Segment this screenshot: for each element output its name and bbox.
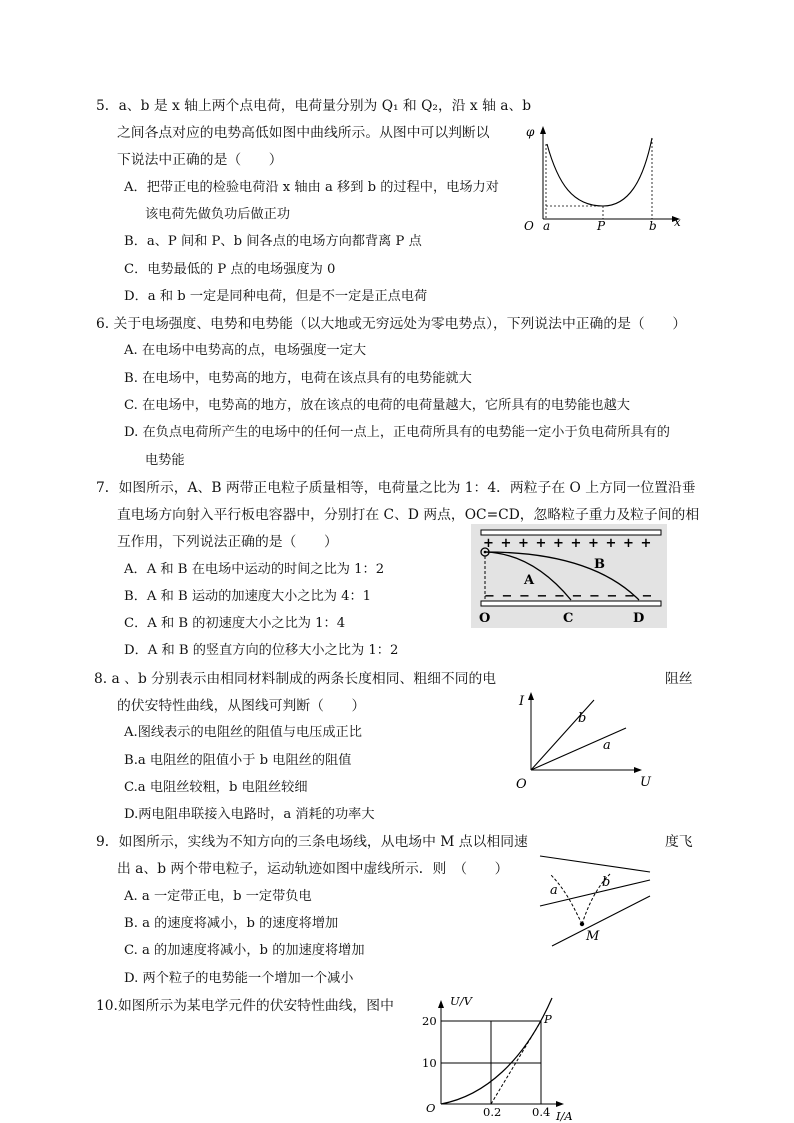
- q5-stem-line3: 下说法中正确的是（ ）: [117, 152, 283, 168]
- q9-stem-line1-end: 度飞: [665, 834, 693, 850]
- q8-current-axis-label: I: [519, 694, 525, 709]
- q7-trajectory-a-label: A: [524, 573, 535, 588]
- q9-option-c: C. a 的加速度将减小，b 的加速度将增加: [124, 943, 365, 958]
- q7-minus-sign: −: [484, 589, 495, 604]
- q5-x-label: x: [674, 215, 681, 229]
- q7-plus-sign: +: [623, 536, 634, 551]
- q5-b-label: b: [649, 219, 657, 233]
- q10-ui-figure: [414, 992, 594, 1122]
- q7-point-o-label: O: [479, 611, 491, 626]
- q8-option-b: B.a 电阻丝的阻值小于 b 电阻丝的阻值: [124, 753, 352, 768]
- q9-stem-line2: 出 a、b 两个带电粒子，运动轨迹如图中虚线所示．则 （ ）: [117, 861, 509, 877]
- q9-stem-line1: 9．如图所示，实线为不知方向的三条电场线，从电场中 M 点以相同速: [96, 834, 528, 850]
- q7-minus-sign: −: [554, 589, 565, 604]
- q10-y-tick-20: 20: [422, 1014, 437, 1028]
- q5-origin-label: O: [524, 219, 534, 233]
- q10-x-axis-label: I/A: [556, 1109, 573, 1123]
- q5-option-a-line2: 该电荷先做负功后做正功: [145, 207, 291, 222]
- q7-stem-line3: 互作用，下列说法正确的是（ ）: [117, 534, 338, 550]
- q5-option-c: C．电势最低的 P 点的电场强度为 0: [124, 262, 336, 277]
- q7-stem-line1: 7．如图所示，A、B 两带正电粒子质量相等，电荷量之比为 1：4．两粒子在 O 上方同一位置沿垂: [96, 480, 696, 496]
- q8-option-c: C.a 电阻丝较粗，b 电阻丝较细: [124, 780, 308, 795]
- q8-line-b-label: b: [578, 711, 587, 726]
- q6-stem: 6. 关于电场强度、电势和电势能（以大地或无穷远处为零电势点），下列说法中正确的是（ ）: [96, 316, 687, 332]
- q8-iu-figure: [508, 688, 658, 792]
- q5-option-b: B．a、P 间和 P、b 间各点的电场方向都背离 P 点: [124, 234, 422, 249]
- q7-minus-sign: −: [501, 589, 513, 604]
- q7-plus-sign: +: [605, 536, 617, 551]
- q8-line-a-label: a: [603, 738, 611, 753]
- q8-origin-label: O: [516, 777, 527, 792]
- q7-plus-sign: +: [588, 536, 599, 551]
- q6-option-a: A. 在电场中电势高的点，电场强度一定大: [124, 343, 367, 358]
- q7-option-d: D．A 和 B 的竖直方向的位移大小之比为 1：2: [124, 643, 399, 658]
- q7-minus-sign: −: [641, 589, 653, 604]
- q5-stem-line1: 5．a、b 是 x 轴上两个点电荷，电荷量分别为 Q₁ 和 Q₂，沿 x 轴 a、b: [96, 98, 532, 114]
- q7-minus-sign: −: [589, 589, 600, 604]
- q7-option-b: B．A 和 B 运动的加速度大小之比为 4：1: [124, 589, 372, 604]
- q7-point-c-label: C: [563, 611, 574, 626]
- q8-stem-line2: 的伏安特性曲线，从图线可判断（ ）: [117, 698, 366, 714]
- q7-minus-sign: −: [571, 589, 583, 604]
- q8-option-a: A.图线表示的电阻丝的阻值与电压成正比: [124, 725, 362, 740]
- q7-plus-sign: +: [570, 536, 582, 551]
- q9-field-lines-figure: [530, 850, 660, 950]
- q7-plus-sign: +: [518, 536, 529, 551]
- q10-y-axis-label: U/V: [450, 994, 472, 1008]
- q7-stem-line2: 直电场方向射入平行板电容器中，分别打在 C、D 两点，OC=CD，忽略粒子重力及粒子间的相: [117, 507, 700, 523]
- q5-potential-figure: [518, 122, 688, 237]
- q9-trajectory-b-label: b: [602, 875, 611, 890]
- q7-minus-sign: −: [606, 589, 618, 604]
- q8-stem-line1: 8. a 、b 分别表示由相同材料制成的两条长度相同、粗细不同的电: [94, 671, 497, 687]
- q8-voltage-axis-label: U: [640, 775, 651, 790]
- q9-option-b: B. a 的速度将减小，b 的速度将增加: [124, 916, 339, 931]
- q7-minus-sign: −: [624, 589, 635, 604]
- q7-plus-sign: +: [553, 536, 564, 551]
- q7-minus-sign: −: [536, 589, 548, 604]
- q7-plus-sign: +: [640, 536, 652, 551]
- q8-stem-line1-end: 阻丝: [665, 671, 693, 687]
- q7-capacitor-figure: [471, 524, 667, 628]
- q7-plus-sign: +: [500, 536, 512, 551]
- q5-phi-label: φ: [526, 125, 535, 139]
- q9-option-d: D. 两个粒子的电势能一个增加一个减小: [124, 971, 354, 986]
- q5-stem-line2: 之间各点对应的电势高低如图中曲线所示。从图中可以判断以: [117, 125, 490, 141]
- q5-p-label: P: [597, 219, 606, 233]
- q9-option-a: A. a 一定带正电，b 一定带负电: [124, 889, 312, 904]
- q10-y-tick-10: 10: [422, 1056, 437, 1070]
- q10-x-tick-0-2: 0.2: [483, 1105, 502, 1119]
- q5-option-d: D．a 和 b 一定是同种电荷，但是不一定是正点电荷: [124, 289, 428, 304]
- q9-trajectory-a-label: a: [550, 883, 558, 898]
- q9-point-m-label: M: [586, 929, 600, 944]
- q7-option-c: C．A 和 B 的初速度大小之比为 1：4: [124, 616, 346, 631]
- q7-point-d-label: D: [633, 611, 645, 626]
- q6-option-c: C. 在电场中，电势高的地方，放在该点的电荷的电荷量越大，它所具有的电势能也越大: [124, 398, 630, 413]
- q8-option-d: D.两电阻串联接入电路时，a 消耗的功率大: [124, 807, 375, 822]
- q10-point-p-label: P: [544, 1012, 552, 1026]
- q10-stem-line1: 10.如图所示为某电学元件的伏安特性曲线，图中: [96, 998, 394, 1014]
- q7-option-a: A．A 和 B 在电场中运动的时间之比为 1：2: [124, 562, 385, 577]
- q7-plus-sign: +: [483, 536, 494, 551]
- q6-option-b: B. 在电场中，电势高的地方，电荷在该点具有的电势能就大: [124, 371, 472, 386]
- q7-trajectory-b-label: B: [594, 557, 605, 572]
- q6-option-d-line2: 电势能: [145, 453, 185, 468]
- q10-origin-label: O: [426, 1101, 436, 1115]
- q10-x-tick-0-4: 0.4: [532, 1105, 551, 1119]
- q7-minus-sign: −: [519, 589, 530, 604]
- q6-option-d-line1: D. 在负点电荷所产生的电场中的任何一点上，正电荷所具有的电势能一定小于负电荷所具有的: [124, 425, 670, 440]
- q5-a-label: a: [543, 219, 551, 233]
- q5-option-a-line1: A．把带正电的检验电荷沿 x 轴由 a 移到 b 的过程中，电场力对: [124, 180, 499, 195]
- q7-plus-sign: +: [535, 536, 547, 551]
